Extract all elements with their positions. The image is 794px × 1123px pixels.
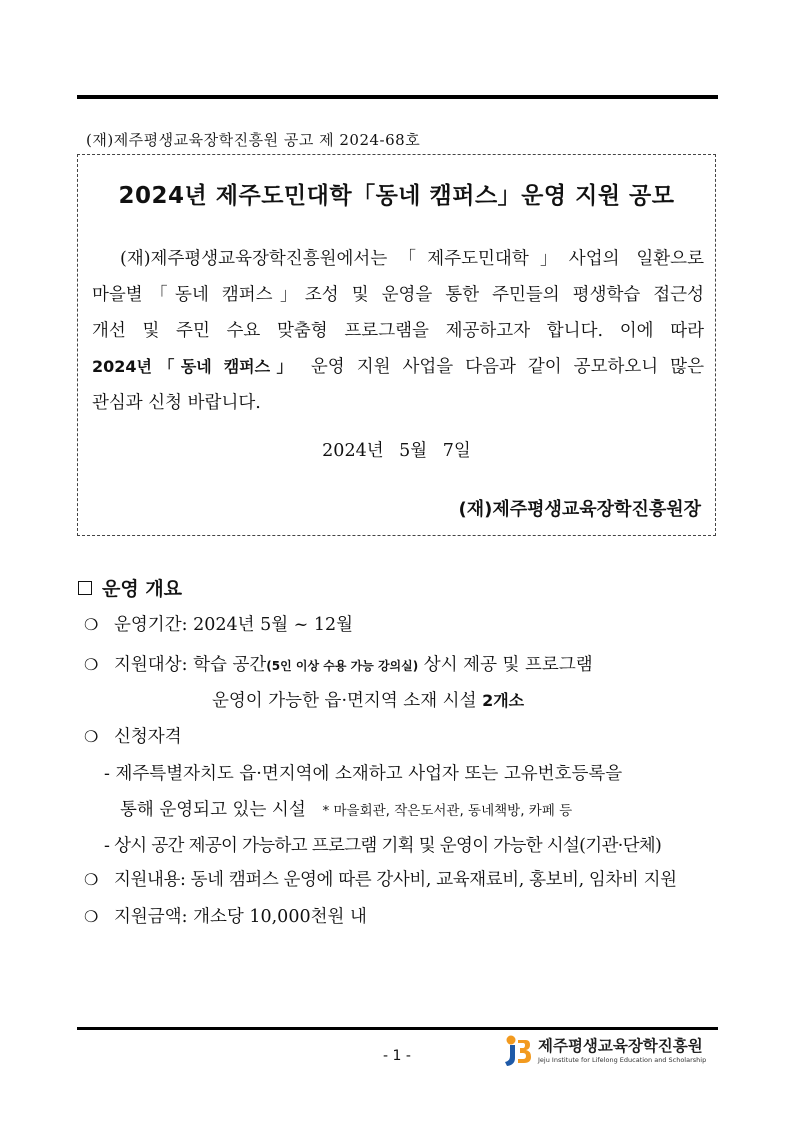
top-rule xyxy=(77,95,718,99)
section-heading xyxy=(78,574,182,601)
intro-line: 관심과 신청 바랍니다. xyxy=(92,393,261,413)
circle-bullet-icon: ❍ xyxy=(84,615,99,634)
issuer-name: (재)제주평생교육장학진흥원장 xyxy=(458,499,701,520)
intro-line: 마을별「동네 캠퍼스」조성 및 운영을 통한 주민들의 평생학습 접근성 xyxy=(92,285,704,305)
target-text-cont: 상시 제공 및 프로그램 xyxy=(423,655,593,675)
content-item xyxy=(84,866,677,891)
square-bullet-icon xyxy=(78,581,92,595)
logo-mark-icon xyxy=(502,1034,532,1068)
section-title: 운영 개요 xyxy=(102,578,183,600)
eligibility-note: * 마을회관, 작은도서관, 동네책방, 카페 등 xyxy=(322,803,573,819)
period-text: 운영기간: 2024년 5월 ~ 12월 xyxy=(114,615,354,635)
target-note: (5인 이상 수용 가능 강의실) xyxy=(266,659,419,673)
target-count: 2개소 xyxy=(482,691,525,710)
logo-english-name: Jeju Institute for Lifelong Education and Scholarship xyxy=(538,1056,707,1064)
amount-item xyxy=(84,903,367,928)
circle-bullet-icon: ❍ xyxy=(84,727,99,746)
intro-line-rest: 운영 지원 사업을 다음과 같이 공모하오니 많은 xyxy=(310,357,704,377)
amount-text: 지원금액: 개소당 10,000천원 내 xyxy=(114,907,367,927)
announcement-box xyxy=(77,154,716,536)
circle-bullet-icon: ❍ xyxy=(84,907,99,926)
eligibility-detail-2: - 상시 공간 제공이 가능하고 프로그램 기획 및 운영이 가능한 시설(기관·단체) xyxy=(104,836,662,856)
intro-line: 개선 및 주민 수요 맞춤형 프로그램을 제공하고자 합니다. 이에 따라 xyxy=(92,321,704,341)
circle-bullet-icon: ❍ xyxy=(84,870,98,889)
page-number: - 1 - xyxy=(383,1048,411,1064)
intro-bold-phrase: 2024년「동네 캠퍼스」 xyxy=(92,357,299,376)
circle-bullet-icon: ❍ xyxy=(84,655,99,674)
notice-number: (재)제주평생교육장학진흥원 공고 제 2024-68호 xyxy=(86,131,421,149)
target-text: 지원대상: 학습 공간 xyxy=(114,655,267,675)
period-item xyxy=(84,611,353,636)
eligibility-item xyxy=(84,723,182,748)
logo-korean-name: 제주평생교육장학진흥원 xyxy=(538,1037,703,1055)
intro-line xyxy=(92,349,704,385)
intro-paragraph xyxy=(92,241,704,421)
intro-line: (재)제주평생교육장학진흥원에서는「제주도민대학」사업의 일환으로 xyxy=(120,249,704,269)
announcement-title: 2024년 제주도민대학「동네 캠퍼스」운영 지원 공모 xyxy=(118,183,675,209)
target-text-line2: 운영이 가능한 읍·면지역 소재 시설 xyxy=(212,691,477,711)
eligibility-detail-1: - 제주특별자치도 읍·면지역에 소재하고 사업자 또는 고유번호등록을 xyxy=(104,764,623,784)
target-item xyxy=(84,651,593,676)
eligibility-text: 신청자격 xyxy=(114,727,182,747)
eligibility-detail-1-cont xyxy=(120,796,572,821)
content-text: 지원내용: 동네 캠퍼스 운영에 따른 강사비, 교육재료비, 홍보비, 임차비 지원 xyxy=(114,870,677,890)
eligibility-detail-1b: 통해 운영되고 있는 시설 xyxy=(120,800,306,820)
bottom-rule xyxy=(77,1027,718,1030)
institute-logo xyxy=(502,1034,706,1068)
target-item-cont xyxy=(212,687,524,712)
announcement-date: 2024년 5월 7일 xyxy=(322,441,471,461)
